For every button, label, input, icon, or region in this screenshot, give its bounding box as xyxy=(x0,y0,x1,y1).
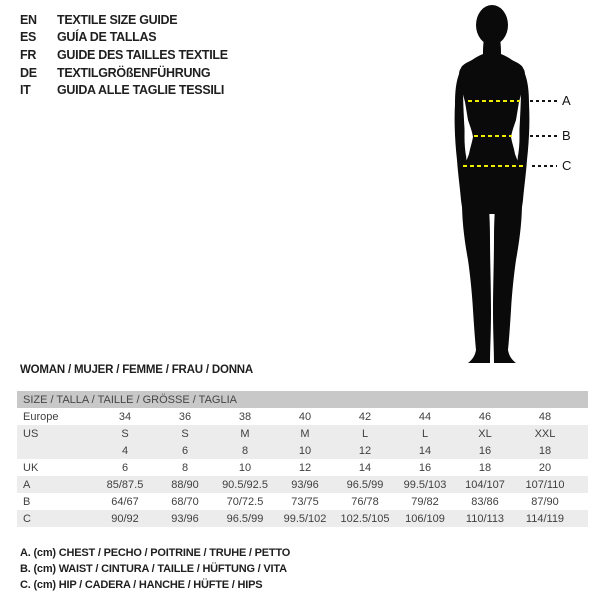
size-cell: 93/96 xyxy=(291,478,319,491)
size-cell: 85/87.5 xyxy=(106,478,144,491)
woman-silhouette-figure xyxy=(428,2,588,370)
size-cell: 68/70 xyxy=(171,495,199,508)
size-table xyxy=(17,391,588,527)
size-cell: 38 xyxy=(238,410,252,423)
language-title: TEXTILGRÖßENFÜHRUNG xyxy=(57,65,211,80)
size-cell: 10 xyxy=(298,444,312,457)
size-cell: 102.5/105 xyxy=(340,512,390,525)
size-cell: 8 xyxy=(241,444,249,457)
size-cell: 18 xyxy=(538,444,552,457)
size-cell: 4 xyxy=(121,444,129,457)
table-row xyxy=(17,425,588,442)
size-cell: 8 xyxy=(181,461,189,474)
size-cell: 106/109 xyxy=(405,512,445,525)
legend-chest: A. (cm) CHEST / PECHO / POITRINE / TRUHE / PETTO xyxy=(20,547,291,559)
size-cell: 107/110 xyxy=(525,478,565,491)
language-title: GUÍA DE TALLAS xyxy=(57,30,157,45)
table-row xyxy=(17,510,588,527)
size-cell: 44 xyxy=(418,410,432,423)
size-cell: 93/96 xyxy=(171,512,199,525)
size-cell: 34 xyxy=(118,410,132,423)
size-cell: 14 xyxy=(358,461,372,474)
legend-hip: C. (cm) HIP / CADERA / HANCHE / HÜFTE / HIPS xyxy=(20,579,263,591)
marker-label-c: C xyxy=(562,158,572,173)
size-cell: 6 xyxy=(121,461,129,474)
size-cell: 64/67 xyxy=(111,495,139,508)
size-cell: 96.5/99 xyxy=(346,478,384,491)
size-cell: 88/90 xyxy=(171,478,199,491)
size-cell: 104/107 xyxy=(465,478,505,491)
table-row xyxy=(17,476,588,493)
row-label: B xyxy=(23,495,31,508)
size-cell: 83/86 xyxy=(471,495,499,508)
size-cell: S xyxy=(121,427,129,440)
size-cell: 14 xyxy=(418,444,432,457)
language-code: IT xyxy=(20,83,31,98)
language-row xyxy=(20,64,228,82)
section-title-woman: WOMAN / MUJER / FEMME / FRAU / DONNA xyxy=(20,364,254,376)
size-cell: 114/119 xyxy=(525,512,565,525)
size-cell: 70/72.5 xyxy=(226,495,264,508)
size-cell: XXL xyxy=(534,427,556,440)
size-cell: 87/90 xyxy=(531,495,559,508)
row-label: C xyxy=(23,512,31,525)
size-table-body xyxy=(17,408,588,527)
row-label: A xyxy=(23,478,31,491)
size-cell: 40 xyxy=(298,410,312,423)
size-cell: 16 xyxy=(478,444,492,457)
size-cell: 42 xyxy=(358,410,372,423)
language-title: TEXTILE SIZE GUIDE xyxy=(57,12,178,27)
language-title: GUIDE DES TAILLES TEXTILE xyxy=(57,47,228,62)
language-row xyxy=(20,81,228,99)
row-label: UK xyxy=(23,461,39,474)
size-cell: 10 xyxy=(238,461,252,474)
language-title: GUIDA ALLE TAGLIE TESSILI xyxy=(57,83,225,98)
language-title-list xyxy=(20,11,228,99)
table-row xyxy=(17,408,588,425)
size-cell: 73/75 xyxy=(291,495,319,508)
waist-leader-line xyxy=(530,135,557,137)
hip-measure-line xyxy=(463,165,525,167)
size-cell: L xyxy=(421,427,429,440)
size-cell: 90.5/92.5 xyxy=(222,478,268,491)
hip-leader-line xyxy=(532,165,557,167)
size-cell: 20 xyxy=(538,461,552,474)
language-code: ES xyxy=(20,30,37,45)
silhouette-body xyxy=(455,5,530,363)
waist-measure-line xyxy=(474,135,512,137)
legend-waist: B. (cm) WAIST / CINTURA / TAILLE / HÜFTUNG / VITA xyxy=(20,563,287,575)
table-row xyxy=(17,459,588,476)
size-cell: 79/82 xyxy=(411,495,439,508)
row-label: US xyxy=(23,427,39,440)
size-cell: M xyxy=(240,427,250,440)
size-cell: 76/78 xyxy=(351,495,379,508)
size-cell: 48 xyxy=(538,410,552,423)
size-cell: S xyxy=(181,427,189,440)
size-cell: 36 xyxy=(178,410,192,423)
table-row xyxy=(17,493,588,510)
size-cell: L xyxy=(361,427,369,440)
size-cell: M xyxy=(300,427,310,440)
size-cell: 12 xyxy=(298,461,312,474)
chest-leader-line xyxy=(530,100,557,102)
measurement-legend xyxy=(20,545,290,593)
language-code: EN xyxy=(20,12,37,27)
row-label: Europe xyxy=(23,410,59,423)
size-cell: 12 xyxy=(358,444,372,457)
size-cell: 90/92 xyxy=(111,512,139,525)
size-table-header: SIZE / TALLA / TAILLE / GRÖSSE / TAGLIA xyxy=(17,391,588,408)
language-row xyxy=(20,11,228,29)
size-cell: XL xyxy=(478,427,492,440)
language-row xyxy=(20,46,228,64)
size-cell: 99.5/102 xyxy=(283,512,327,525)
marker-label-a: A xyxy=(562,93,571,108)
size-cell: 16 xyxy=(418,461,432,474)
language-row xyxy=(20,29,228,47)
table-row xyxy=(17,442,588,459)
size-cell: 46 xyxy=(478,410,492,423)
marker-label-b: B xyxy=(562,128,571,143)
size-cell: 6 xyxy=(181,444,189,457)
language-code: DE xyxy=(20,65,37,80)
chest-measure-line xyxy=(468,100,520,102)
size-cell: 96.5/99 xyxy=(226,512,264,525)
language-code: FR xyxy=(20,47,37,62)
size-cell: 110/113 xyxy=(465,512,505,525)
size-cell: 99.5/103 xyxy=(403,478,447,491)
size-cell: 18 xyxy=(478,461,492,474)
